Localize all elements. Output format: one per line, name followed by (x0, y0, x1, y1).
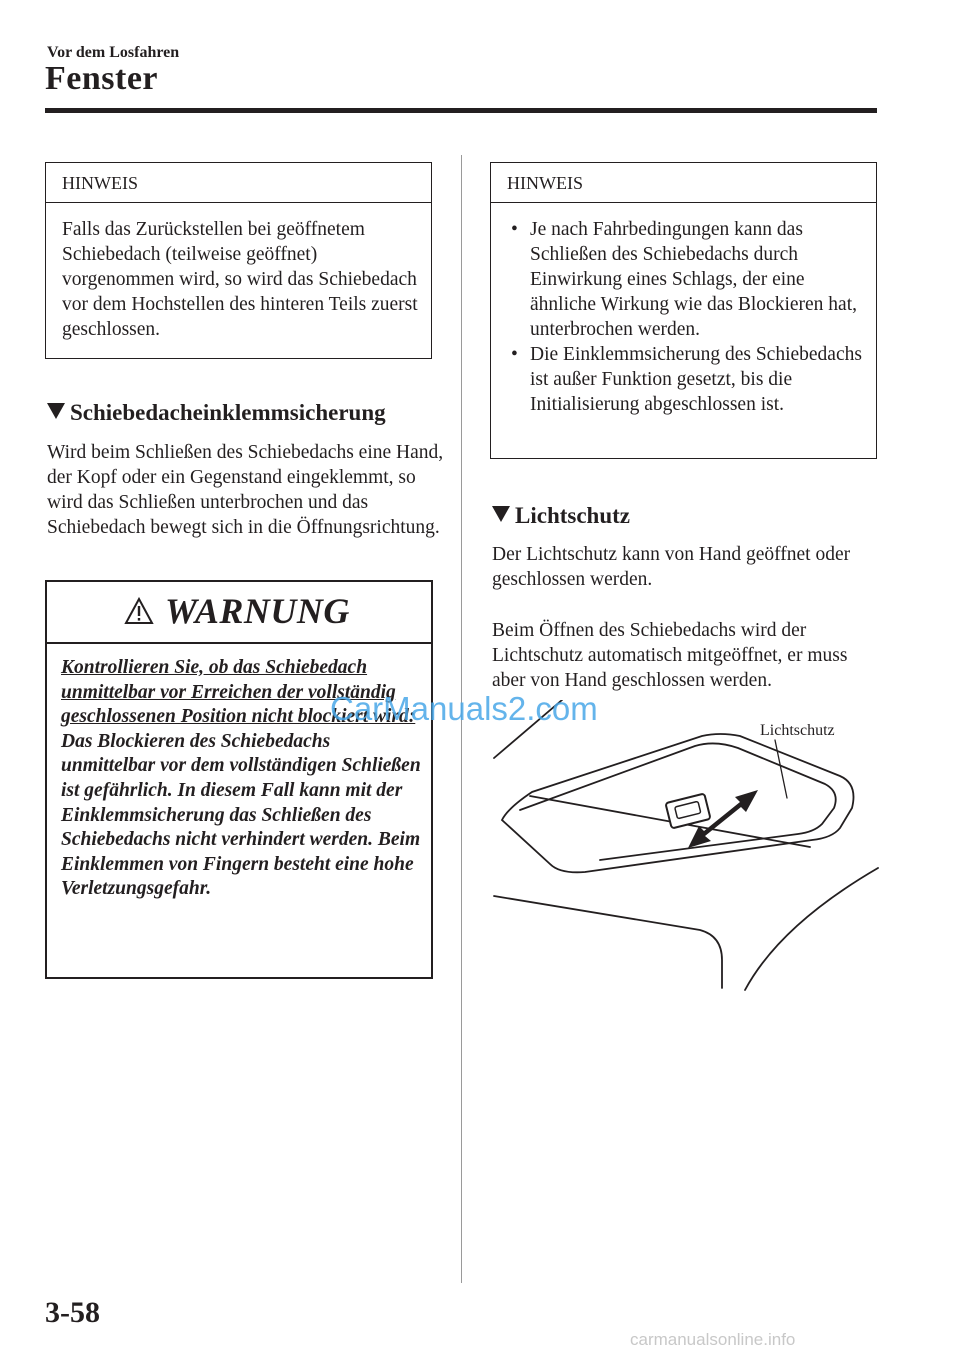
figure-label-lichtschutz: Lichtschutz (760, 722, 835, 739)
page-title: Fenster (45, 60, 159, 97)
note-bullet-list (509, 217, 864, 417)
list-item: • Die Einklemmsicherung des Schiebedachs ist außer Funktion gesetzt, bis die Initialisierung abgeschlossen ist. (509, 342, 864, 417)
note-heading: HINWEIS (46, 163, 431, 203)
warning-triangle-icon (124, 597, 154, 625)
footer-site-text: carmanualsonline.info (630, 1330, 796, 1349)
note-box-left (45, 162, 432, 359)
section-label: Vor dem Losfahren (47, 44, 180, 61)
note-box-right (490, 162, 877, 459)
section-text-klemm: Wird beim Schließen des Schiebedachs eine Hand, der Kopf oder ein Gegenstand eingeklemmt, so wird das Schließen unterbrochen und das Schiebedach bewegt sich in die Öffnungsrichtung. (47, 442, 444, 538)
section-heading-licht (492, 503, 630, 529)
warning-box (45, 580, 433, 979)
section-text-licht-1: Der Lichtschutz kann von Hand geöffnet oder geschlossen werden. (492, 544, 851, 590)
note-heading: HINWEIS (491, 163, 876, 203)
section-heading-klemm (47, 400, 386, 426)
note-body (491, 203, 876, 427)
warning-text: Das Blockieren des Schiebedachs unmittelbar vor dem vollständigen Schließen ist gefährlich. In diesem Fall kann mit der Einklemmsicherung das Schließen des Schiebedachs nicht verhindert werden. Beim Einklemmen von Fingern besteht eine hohe Verletzungsgefahr. (61, 730, 421, 900)
note-text: Falls das Zurückstellen bei geöffnetem Schiebedach (teilweise geöffnet) vorgenommen wird, so wird das Schiebedach vor dem Hochstellen des hinteren Teils zuerst geschlossen. (62, 219, 418, 340)
header-rule (45, 108, 877, 113)
section-heading-text: Lichtschutz (515, 503, 630, 528)
warning-body (47, 644, 431, 902)
sunroof-sunshade-illustration (490, 700, 880, 1000)
section-text-licht-2: Beim Öffnen des Schiebedachs wird der Lichtschutz automatisch mitgeöffnet, er muss aber von Hand geschlossen werden. (492, 620, 848, 691)
triangle-bullet-icon (47, 403, 65, 419)
list-item: • Je nach Fahrbedingungen kann das Schließen des Schiebedachs durch Einwirkung eines Schlags, der eine ähnliche Wirkung wie das Blockieren hat, unterbrochen werden. (509, 217, 864, 342)
section-heading-text: Schiebedacheinklemmsicherung (70, 400, 386, 425)
warning-header (47, 582, 431, 644)
warning-underlined-text: Kontrollieren Sie, ob das Schiebedach unmittelbar vor Erreichen der vollständig geschlossenen Position nicht blockiert wird: (61, 657, 416, 728)
page-number: 3-58 (45, 1296, 100, 1329)
watermark-text: CarManuals2.com (330, 690, 598, 727)
warning-title: WARNUNG (165, 591, 350, 631)
triangle-bullet-icon (492, 506, 510, 522)
